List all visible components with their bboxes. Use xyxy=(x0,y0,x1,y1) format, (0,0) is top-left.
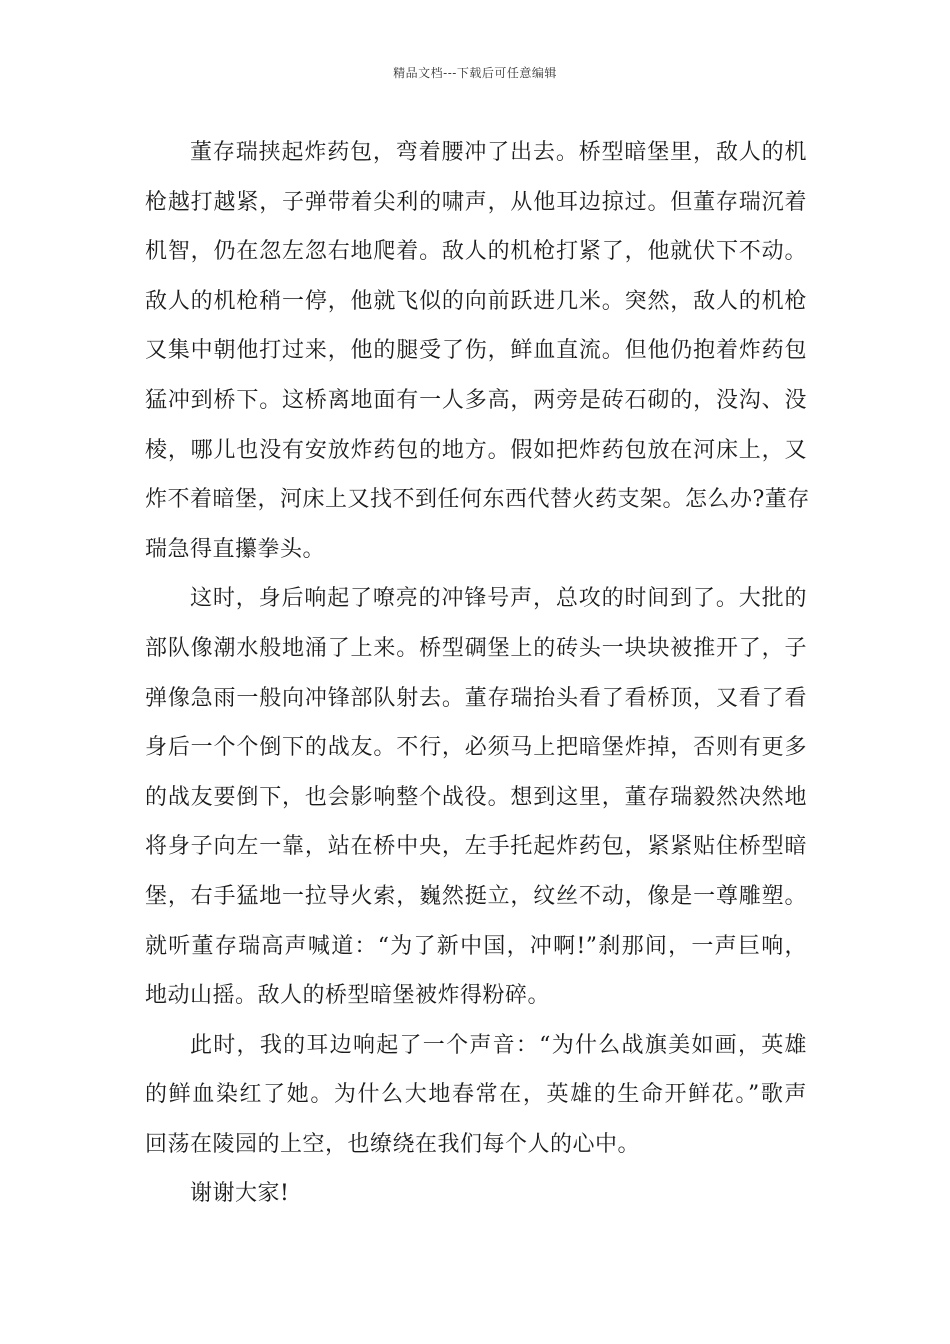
text-line: 将身子向左一靠，站在桥中央，左手托起炸药包，紧紧贴住桥型暗 xyxy=(145,834,807,860)
text-line: 弹像急雨一般向冲锋部队射去。董存瑞抬头看了看桥顶，又看了看 xyxy=(145,685,807,711)
text-line: 的战友要倒下，也会影响整个战役。想到这里，董存瑞毅然决然地 xyxy=(145,784,807,810)
text-line: 身后一个个倒下的战友。不行，必须马上把暗堡炸掉，否则有更多 xyxy=(145,735,807,761)
text-line: 堡，右手猛地一拉导火索，巍然挺立，纹丝不动，像是一尊雕塑。 xyxy=(145,883,807,909)
document-body xyxy=(145,130,810,1221)
text-line: 部队像潮水般地涌了上来。桥型碉堡上的砖头一块块被推开了，子 xyxy=(145,635,807,661)
text-line: 枪越打越紧，子弹带着尖利的啸声，从他耳边掠过。但董存瑞沉着 xyxy=(145,189,807,215)
closing-line: 谢谢大家! xyxy=(190,1181,290,1207)
page-header: 精品文档---下载后可任意编辑 xyxy=(393,66,557,80)
paragraph-1 xyxy=(145,130,810,576)
text-line: 就听董存瑞高声喊道：“为了新中国，冲啊!”刹那间，一声巨响， xyxy=(145,933,807,959)
paragraph-4 xyxy=(145,1171,807,1221)
text-line: 这时，身后响起了嘹亮的冲锋号声，总攻的时间到了。大批的 xyxy=(190,586,807,612)
text-line: 机智，仍在忽左忽右地爬着。敌人的机枪打紧了，他就伏下不动。 xyxy=(145,239,807,265)
text-line: 此时，我的耳边响起了一个声音：“为什么战旗美如画，英雄 xyxy=(190,1032,807,1058)
text-line: 回荡在陵园的上空，也缭绕在我们每个人的心中。 xyxy=(145,1131,641,1157)
text-line: 瑞急得直攥拳头。 xyxy=(145,536,326,562)
paragraph-3 xyxy=(145,1023,807,1172)
text-line: 董存瑞挟起炸药包，弯着腰冲了出去。桥型暗堡里，敌人的机 xyxy=(190,140,807,165)
text-line: 又集中朝他打过来，他的腿受了伤，鲜血直流。但他仍抱着炸药包 xyxy=(145,338,807,364)
text-line: 炸不着暗堡，河床上又找不到任何东西代替火药支架。怎么办?董存 xyxy=(145,487,810,513)
paragraph-2 xyxy=(145,576,807,1022)
text-line: 地动山摇。敌人的桥型暗堡被炸得粉碎。 xyxy=(145,983,551,1009)
text-line: 猛冲到桥下。这桥离地面有一人多高，两旁是砖石砌的，没沟、没 xyxy=(145,387,807,413)
text-line: 棱，哪儿也没有安放炸药包的地方。假如把炸药包放在河床上，又 xyxy=(145,437,807,463)
text-line: 敌人的机枪稍一停，他就飞似的向前跃进几米。突然，敌人的机枪 xyxy=(145,288,807,314)
text-line: 的鲜血染红了她。为什么大地春常在，英雄的生命开鲜花。”歌声 xyxy=(145,1082,807,1108)
